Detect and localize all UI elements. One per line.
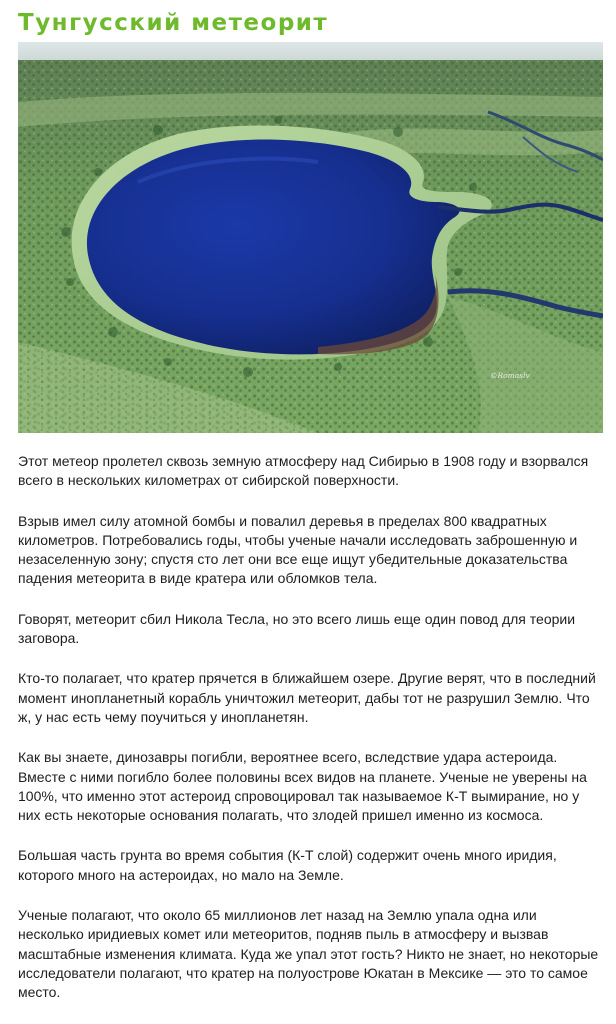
lake-aerial-illustration <box>18 42 603 433</box>
article-body <box>18 452 603 1024</box>
paragraph-2: Взрыв имел силу атомной бомбы и повалил деревья в пределах 800 квадратных километров. Потребовались годы, чтобы ученые начали исследовать заброшенную и незаселенную зону; спустя сто лет они все еще ищут убедительные доказательства падения метеорита в виде кратера или обломков тела. <box>18 512 578 587</box>
photo-signature: ©Romaslv <box>490 371 530 380</box>
article-title: Тунгусский метеорит <box>18 10 329 36</box>
paragraph-5: Как вы знаете, динозавры погибли, вероятнее всего, вследствие удара астероида. Вместе с ними погибло более половины всех видов на планете. Ученые не уверены на 100%, что именно этот астероид спровоцировал так называемое К-Т вымирание, но у них есть некоторые основания полагать, что злодей пришел именно из космоса. <box>18 749 587 824</box>
paragraph-7: Ученые полагают, что около 65 миллионов лет назад на Землю упала одна или несколько иридиевых комет или метеоритов, подняв пыль в атмосферу и вызвав масштабные изменения климата. Куда же упал этот гость? Никто не знает, но некоторые исследователи полагают, что кратер на полуострове Юкатан в Мексике — это то самое место. <box>18 907 599 1001</box>
paragraph-1: Этот метеор пролетел сквозь земную атмосферу над Сибирью в 1908 году и взорвался всего в нескольких километрах от сибирской поверхности. <box>18 453 589 489</box>
paragraph-4: Кто-то полагает, что кратер прячется в ближайшем озере. Другие верят, что в последний момент инопланетный корабль уничтожил метеорит, дабы тот не разрушил Землю. Что ж, у нас есть чему поучиться у инопланетян. <box>18 670 596 725</box>
lake-photo <box>18 42 603 433</box>
paragraph-6: Большая часть грунта во время события (К-Т слой) содержит очень много иридия, которого много на астероидах, но мало на Земле. <box>18 847 557 883</box>
paragraph-3: Говорят, метеорит сбил Никола Тесла, но это всего лишь еще один повод для теории заговора. <box>18 610 576 647</box>
